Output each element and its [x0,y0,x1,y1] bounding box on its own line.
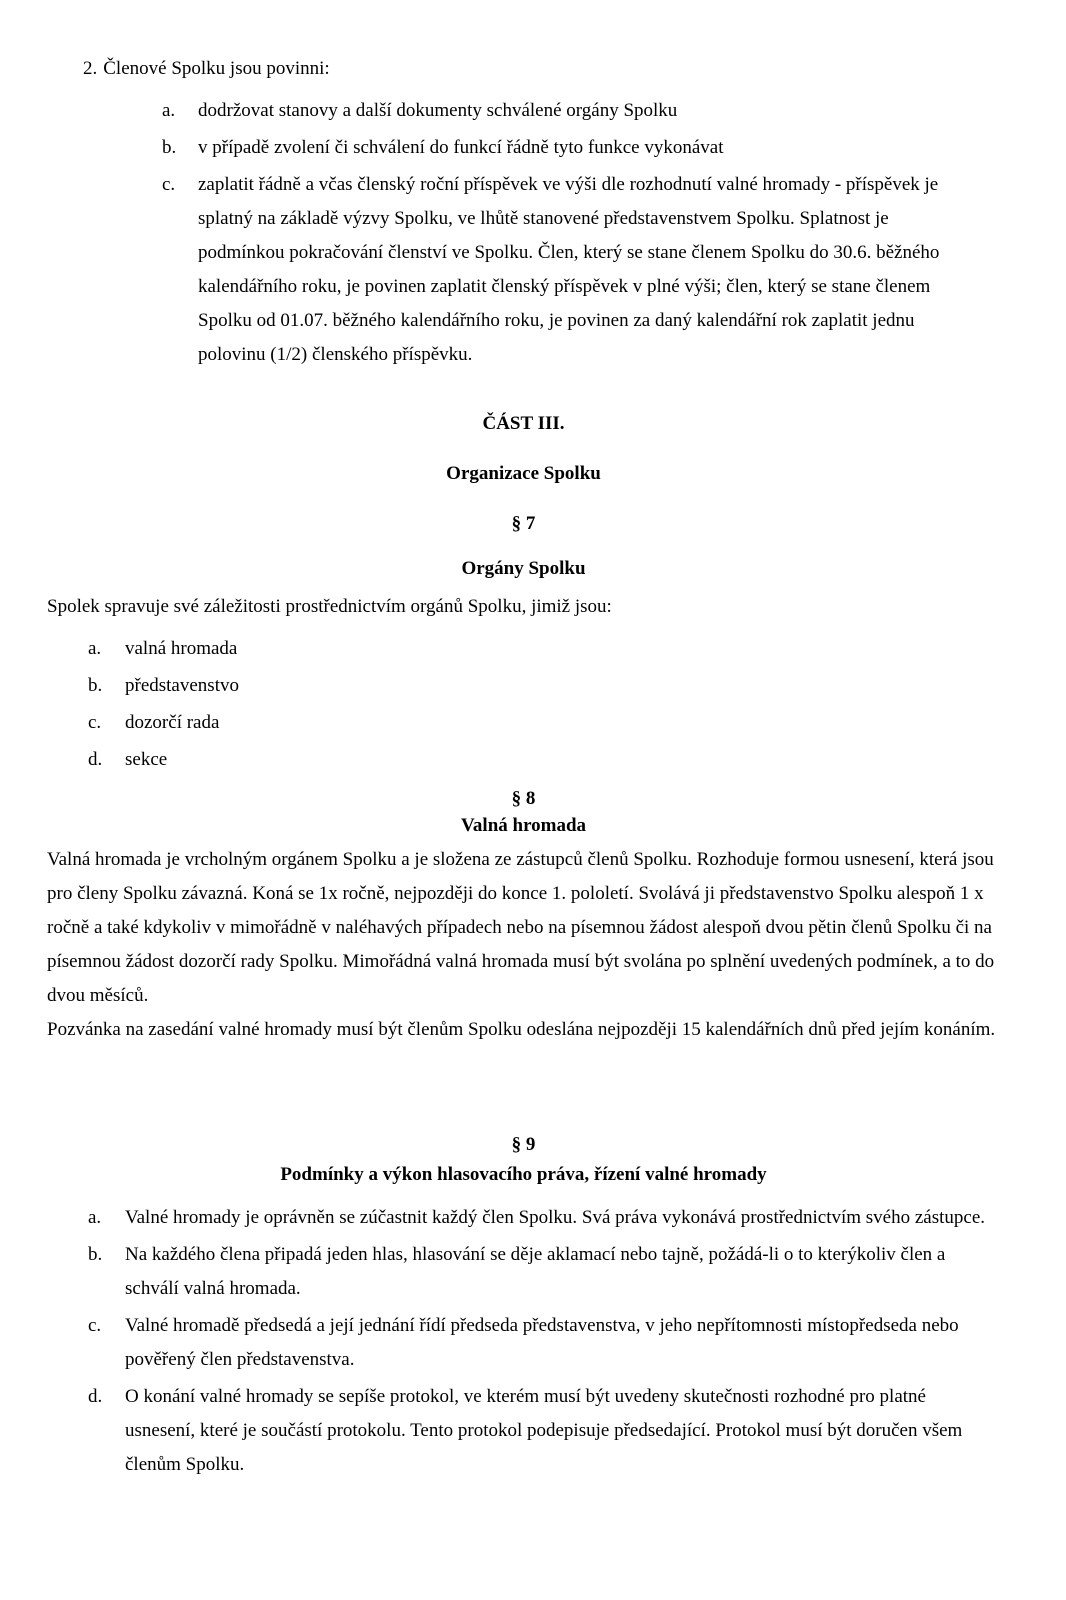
item-text: Na každého člena připadá jeden hlas, hlasování se děje aklamací nebo tajně, požádá-li o to kterýkoliv člen a schválí valná hromada. [125,1244,946,1299]
item-marker: a. [162,100,176,121]
list-item [88,1309,1000,1377]
item-text: dozorčí rada [125,712,220,733]
clause-2-number: 2. [83,58,98,79]
section-7-list [88,632,1000,777]
item-marker: b. [88,675,103,696]
item-text: dodržovat stanovy a další dokumenty schválené orgány Spolku [198,100,678,121]
item-marker: a. [88,1207,102,1228]
item-text: Valné hromady je oprávněn se zúčastnit každý člen Spolku. Svá práva vykonává prostřednictvím svého zástupce. [125,1207,986,1228]
clause-2-line [83,52,1000,86]
item-text: sekce [125,749,168,770]
item-marker: c. [88,712,102,733]
section-8-paragraph-2: Pozvánka na zasedání valné hromady musí být členům Spolku odeslána nejpozději 15 kalendářních dnů před jejím konáním. [47,1019,996,1040]
item-marker: d. [88,1386,103,1407]
list-item [88,1238,1000,1306]
section-8-paragraph-1: Valná hromada je vrcholným orgánem Spolku a je složena ze zástupců členů Spolku. Rozhoduje formou usnesení, která jsou pro členy Spolku závazná. Koná se 1x ročně, nejpozději do konce 1. pololetí. Svolává ji představenstvo Spolku alespoň 1 x ročně a také kdykoliv v mimořádně v naléhavých případech nebo na písemnou žádost alespoň dvou pětin členů Spolku či na písemnou žádost dozorčí rady Spolku. Mimořádná valná hromada musí být svolána po splnění uvedených podmínek, a to do dvou měsíců. [47,849,995,1006]
item-marker: a. [88,638,102,659]
section-7-label: § 7 [511,513,536,534]
list-item [88,1380,1000,1482]
section-9-label: § 9 [511,1134,536,1155]
item-marker: d. [88,749,103,770]
item-text: O konání valné hromady se sepíše protokol, ve kterém musí být uvedeny skutečnosti rozhodné pro platné usnesení, které je součástí protokolu. Tento protokol podepisuje předsedající. Protokol musí být doručen všem členům Spolku. [125,1386,963,1475]
item-marker: c. [162,174,176,195]
item-text: představenstvo [125,675,239,696]
list-item [88,1201,1000,1235]
item-text: Valné hromadě předsedá a její jednání řídí předseda představenstva, v jeho nepřítomnosti místopředseda nebo pověřený člen představenstva. [125,1315,959,1370]
section-7-intro: Spolek spravuje své záležitosti prostřednictvím orgánů Spolku, jimiž jsou: [47,596,612,617]
part-iii-title: ČÁST III. [482,413,565,434]
item-text: v případě zvolení či schválení do funkcí řádně tyto funkce vykonávat [198,137,724,158]
list-item [88,632,1000,666]
section-8-label: § 8 [511,788,536,809]
list-item [162,94,1000,128]
part-iii-subtitle: Organizace Spolku [446,463,601,484]
list-item [88,669,1000,703]
list-item [88,706,1000,740]
list-item [162,168,1000,372]
clause-2-text: Členové Spolku jsou povinni: [103,58,330,79]
clause-2-list [162,94,1000,372]
section-9-list [88,1201,1000,1482]
item-marker: b. [88,1244,103,1265]
list-item [88,743,1000,777]
item-marker: b. [162,137,177,158]
section-9-title: Podmínky a výkon hlasovacího práva, řízení valné hromady [280,1164,767,1185]
list-item [162,131,1000,165]
section-7-title: Orgány Spolku [461,558,586,579]
item-text: zaplatit řádně a včas členský roční příspěvek ve výši dle rozhodnutí valné hromady - příspěvek je splatný na základě výzvy Spolku, ve lhůtě stanovené představenstvem Spolku. Splatnost je podmínkou pokračování členství ve Spolku. Člen, který se stane členem Spolku do 30.6. běžného kalendářního roku, je povinen zaplatit členský příspěvek v plné výši; člen, který se stane členem Spolku od 01.07. běžného kalendářního roku, je povinen za daný kalendářní rok zaplatit jednu polovinu (1/2) členského příspěvku. [198,174,940,365]
section-8-title: Valná hromada [460,815,587,836]
item-text: valná hromada [125,638,238,659]
item-marker: c. [88,1315,102,1336]
